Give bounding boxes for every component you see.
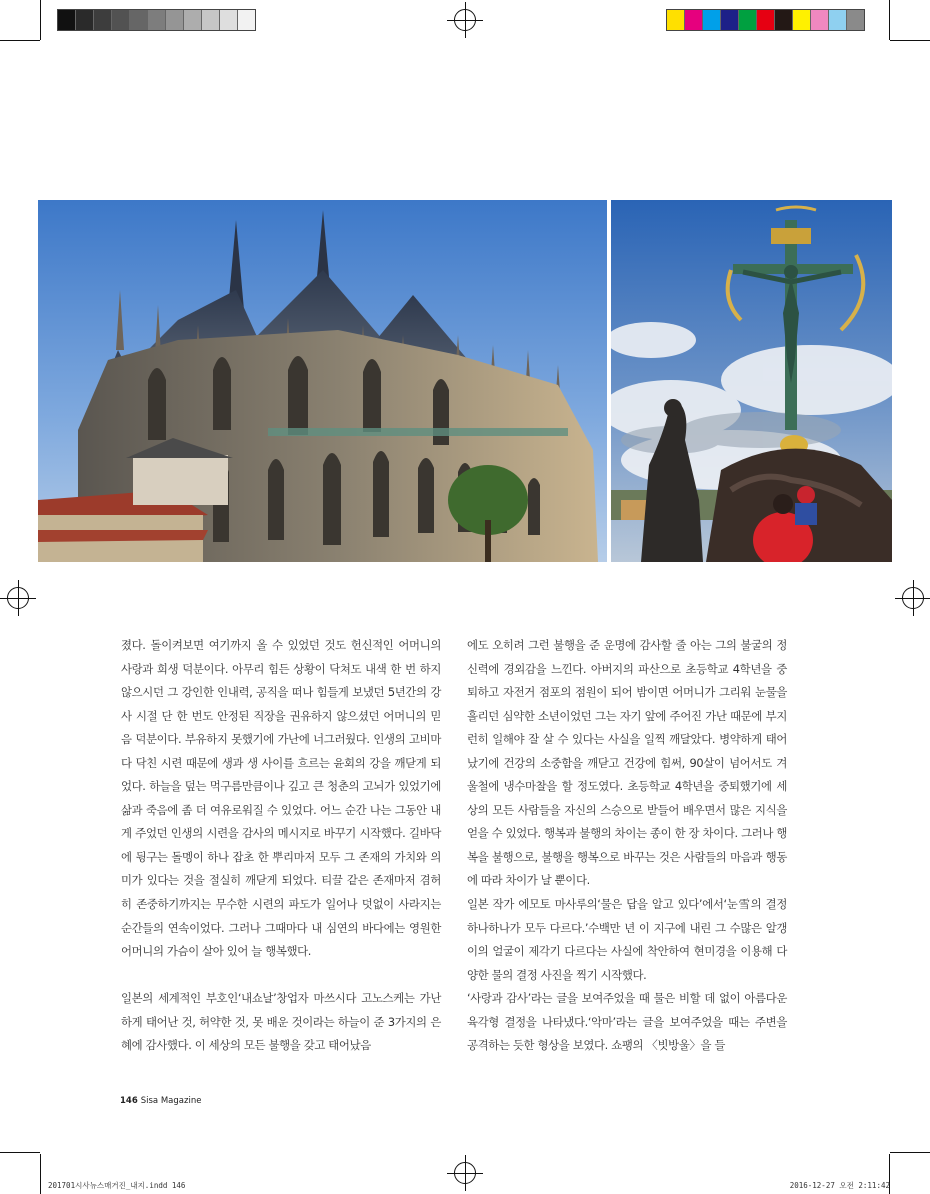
gray-swatch [112, 10, 130, 30]
gray-swatch [94, 10, 112, 30]
article-paragraph: ‘사랑과 감사’라는 글을 보여주었을 때 물은 비할 데 없이 아름다운 육각형 결정을 나타냈다.‘악마’라는 글을 보여주었을 때는 주변을 공격하는 듯한 형상을 보였다. 쇼팽의 〈빗방울〉을 들 [467, 991, 787, 1053]
gray-swatch [184, 10, 202, 30]
color-swatch [685, 10, 703, 30]
color-swatch [703, 10, 721, 30]
color-swatch [829, 10, 847, 30]
slug-filename: 201701시사뉴스매거진_내지.indd 146 [48, 1181, 186, 1190]
gray-swatch [166, 10, 184, 30]
gray-swatch [202, 10, 220, 30]
registration-mark-bottom [454, 1162, 476, 1184]
color-swatch [793, 10, 811, 30]
article-column-left [121, 634, 441, 1058]
article-paragraph: 졌다. 돌이켜보면 여기까지 올 수 있었던 것도 헌신적인 어머니의 사랑과 희생 덕분이다. 아무리 힘든 상황이 닥쳐도 내색 한 번 하지 않으시던 그 강인한 인내력, 공직을 떠나 힘들게 보냈던 5년간의 강사 시절 단 한 번도 안정된 직장을 권유하지 않으셨던 어머니의 믿음 덕분이다. 부유하지 못했기에 가난에 너그러웠다. 인생의 고비마다 닥친 시련 때문에 생과 생 사이를 흐르는 윤회의 강을 깨닫게 되었다. 하늘을 덮는 먹구름만큼이나 깊고 큰 청춘의 고뇌가 있었기에 삶과 죽음에 좀 더 여유로워질 수 있었다. 어느 순간 나는 그동안 내게 주었던 인생의 시련을 감사의 메시지로 바꾸기 시작했다. 길바닥에 뒹구는 돌멩이 하나 잡초 한 뿌리마저 모두 그 존재의 가치와 의미가 있다는 것을 절실히 깨닫게 되었다. 티끌 같은 존재마저 겸허히 존중하기까지는 무수한 시련의 파도가 일어나 덧없이 사라지는 순간들의 연속이었다. 그러나 그때마다 내 심연의 바다에는 영원한 어머니의 가슴이 살아 있어 늘 행복했다. [121, 638, 441, 959]
color-swatch [811, 10, 829, 30]
grayscale-color-bar [57, 9, 256, 31]
color-swatch [721, 10, 739, 30]
article-column-right [467, 634, 787, 1058]
gray-swatch [220, 10, 238, 30]
gray-swatch [76, 10, 94, 30]
page-number: 146 [120, 1096, 138, 1106]
gray-swatch [148, 10, 166, 30]
registration-mark-right [902, 587, 924, 609]
crucifix-photo [611, 200, 892, 562]
page-folio [120, 1096, 201, 1106]
gray-swatch [130, 10, 148, 30]
magazine-name: Sisa Magazine [140, 1096, 202, 1106]
article-paragraph: 에도 오히려 그런 불행을 준 운명에 감사할 줄 아는 그의 불굴의 정신력에 경외감을 느낀다. 아버지의 파산으로 초등학교 4학년을 중퇴하고 자전거 점포의 점원이 되어 밤이면 어머니가 그리워 눈물을 흘리던 심약한 소년이었던 그는 자기 앞에 주어진 가난 때문에 부지런히 일해야 잘 살 수 있다는 사실을 일찍 깨달았다. 병약하게 태어났기에 건강의 소중함을 깨닫고 건강에 힘써, 90살이 넘어서도 겨울철에 냉수마찰을 할 정도였다. 초등학교 4학년을 중퇴했기에 세상의 모든 사람들을 자신의 스승으로 받들어 배우면서 많은 지식을 얻을 수 있었다. 행복과 불행의 차이는 종이 한 장 차이다. 그러나 행복을 불행으로, 불행을 행복으로 바꾸는 것은 사람들의 마음과 행동에 따라 차이가 날 뿐이다. [467, 638, 787, 888]
color-swatch [775, 10, 793, 30]
color-swatch [757, 10, 775, 30]
article-paragraph: 일본 작가 에모토 마사루의‘물은 답을 알고 있다’에서‘눈雪의 결정 하나하나가 모두 다르다.’수백만 년 이 지구에 내린 그 수많은 알갱이의 얼굴이 제각기 다르다는 사실에 착안하여 현미경을 이용해 다양한 물의 결정 사진을 찍기 시작했다. [467, 897, 787, 982]
gray-swatch [58, 10, 76, 30]
process-color-bar [666, 9, 865, 31]
registration-mark-left [7, 587, 29, 609]
color-swatch [847, 10, 864, 30]
color-swatch [739, 10, 757, 30]
cathedral-photo [38, 200, 607, 562]
registration-mark-top [454, 9, 476, 31]
gray-swatch [238, 10, 255, 30]
color-swatch [667, 10, 685, 30]
article-paragraph: 일본의 세계적인 부호인‘내쇼날’창업자 마쓰시다 고노스케는 가난하게 태어난 것, 허약한 것, 못 배운 것이라는 하늘이 준 3가지의 은혜에 감사했다. 이 세상의 모든 불행을 갖고 태어났음 [121, 991, 441, 1053]
slug-timestamp: 2016-12-27 오전 2:11:42 [789, 1181, 890, 1190]
